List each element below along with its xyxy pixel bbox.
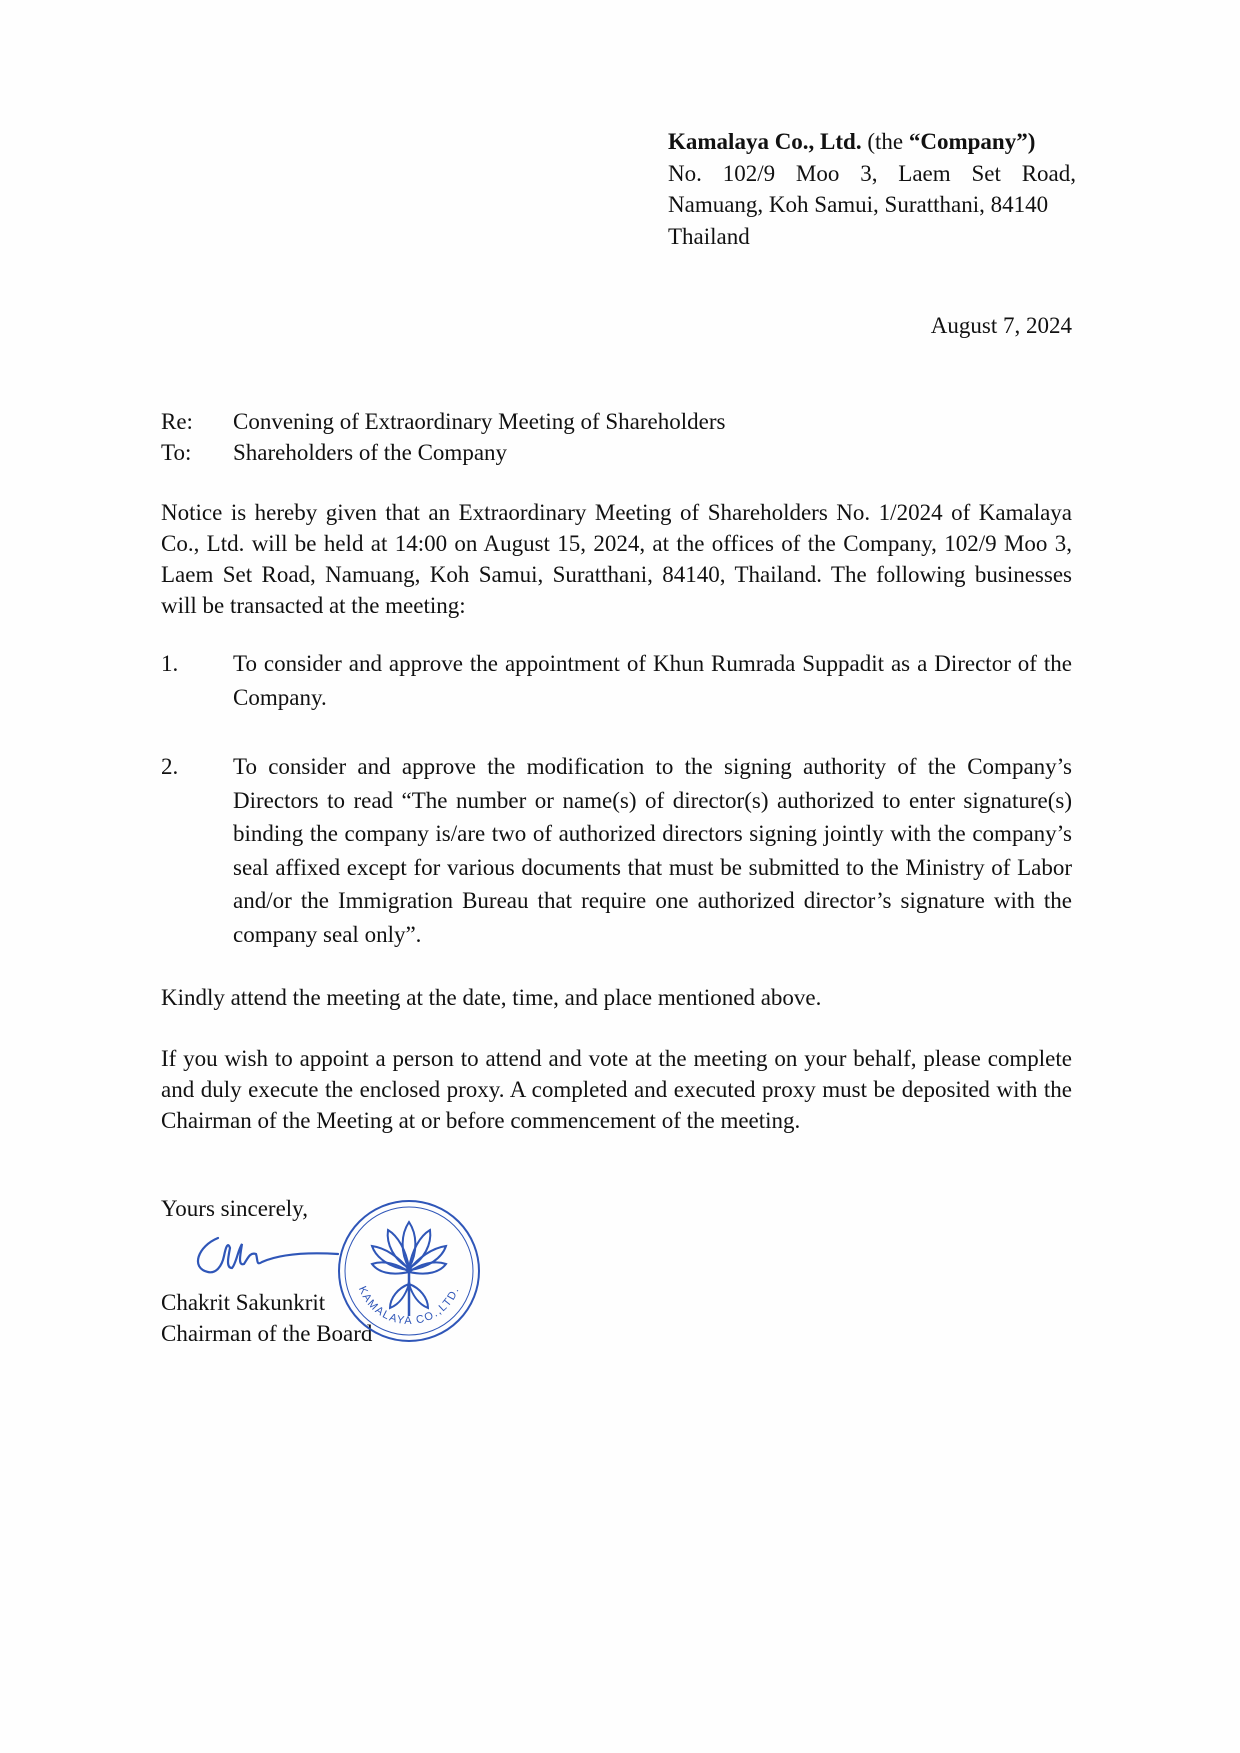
company-alias-label: “Company”): [908, 129, 1036, 154]
company-alias-open: (the: [867, 129, 909, 154]
company-name: Kamalaya Co., Ltd.: [668, 129, 862, 154]
signatory-name: Chakrit Sakunkrit: [161, 1290, 326, 1315]
attend-paragraph: Kindly attend the meeting at the date, time, and place mentioned above.: [161, 985, 822, 1010]
notice-paragraph: Notice is hereby given that an Extraordinary Meeting of Shareholders No. 1/2024 of Kamalaya Co., Ltd. will be held at 14:00 on August 15, 2024, at the offices of the Company, 102/9 Moo 3, Laem Set Road, Namuang, Koh Samui, Suratthani, 84140, Thailand. The following businesses will be transacted at the meeting:: [161, 500, 1072, 618]
proxy-paragraph: If you wish to appoint a person to attend and vote at the meeting on your behalf, please complete and duly execute the enclosed proxy. A completed and executed proxy must be deposited with the Chairman of the Meeting at or before commencement of the meeting.: [161, 1046, 1072, 1133]
address-line-2: Namuang, Koh Samui, Suratthani, 84140: [668, 192, 1049, 217]
re-label: Re:: [161, 409, 193, 434]
to-row: [161, 437, 725, 468]
signatory-title: Chairman of the Board: [161, 1321, 373, 1346]
agenda-item-number: 2.: [161, 754, 179, 779]
handwritten-signature: [190, 1224, 340, 1284]
agenda-item: [161, 647, 1072, 714]
to-recipient: Shareholders of the Company: [233, 440, 508, 465]
re-subject: Convening of Extraordinary Meeting of Shareholders: [233, 409, 726, 434]
to-label: To:: [161, 440, 192, 465]
letter-date: August 7, 2024: [930, 313, 1072, 338]
closing-salutation: Yours sincerely,: [161, 1196, 308, 1221]
seal-lettering: KAMALAYA CO.,LTD.: [355, 1284, 462, 1328]
address-line-1: No. 102/9 Moo 3, Laem Set Road,: [668, 160, 1076, 186]
re-row: [161, 406, 725, 437]
sender-block: [668, 126, 1076, 252]
agenda-item-text: To consider and approve the appointment of Khun Rumrada Suppadit as a Director of the Company.: [233, 651, 1072, 710]
agenda-item-text: To consider and approve the modification to the signing authority of the Company’s Directors to read “The number or name(s) of director(s) authorized to enter signature(s) binding the company is/are two of authorized directors signing jointly with the company’s seal affixed except for various documents that must be submitted to the Ministry of Labor and/or the Immigration Bureau that require one authorized director’s signature with the company seal only”.: [233, 754, 1072, 947]
reference-block: [161, 406, 725, 468]
agenda-item-number: 1.: [161, 651, 179, 676]
address-line-3: Thailand: [668, 223, 750, 249]
agenda-item: [161, 750, 1072, 951]
company-seal: [334, 1196, 484, 1346]
